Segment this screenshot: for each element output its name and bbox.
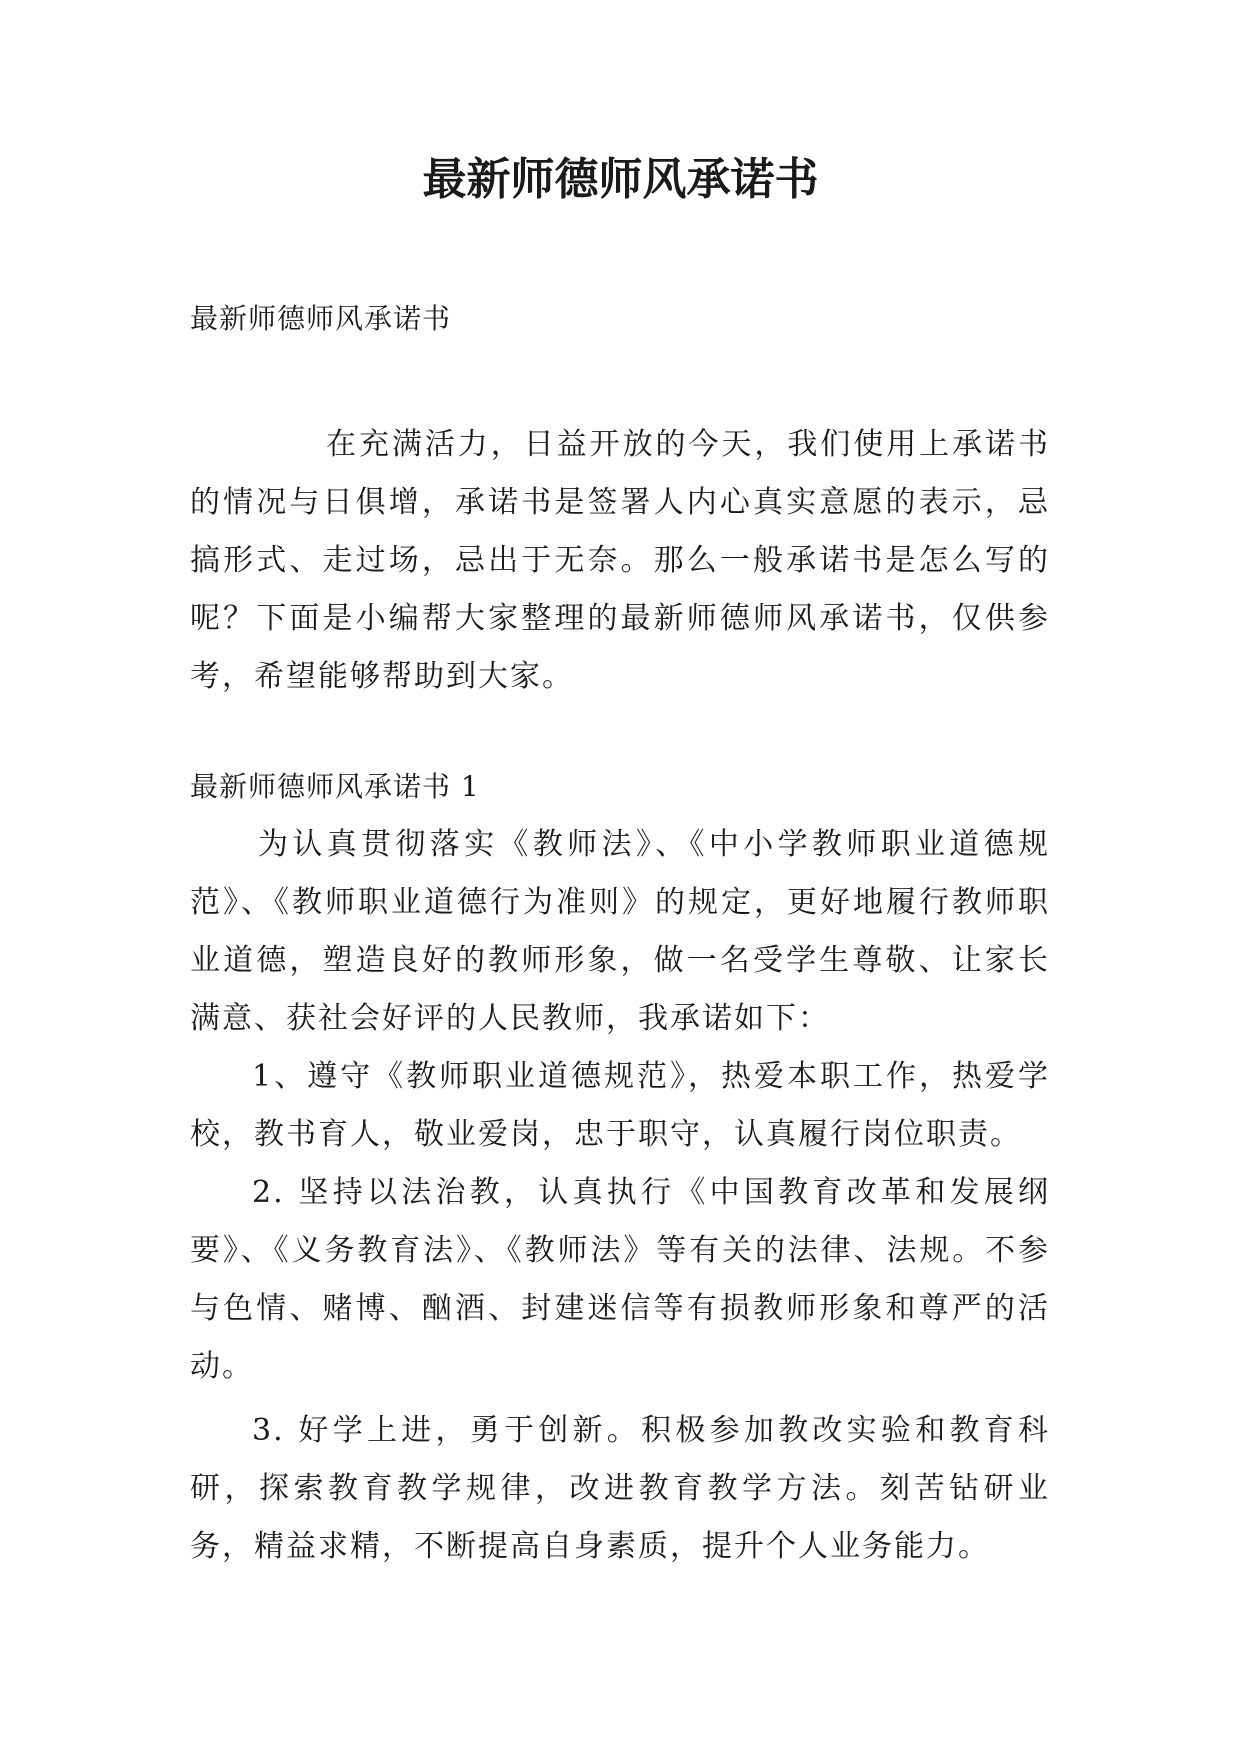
intro-paragraph: 在充满活力，日益开放的今天，我们使用上承诺书的情况与日俱增，承诺书是签署人内心真实意愿的表示，忌搞形式、走过场，忌出于无奈。那么一般承诺书是怎么写的呢？下面是小编帮大家整理的最新师德师风承诺书，仅供参考，希望能够帮助到大家。 bbox=[190, 427, 1050, 694]
document-body bbox=[190, 290, 1050, 1576]
commitment-item-1: 1、遵守《教师职业道德规范》，热爱本职工作，热爱学校，教书育人，敬业爱岗，忠于职守，认真履行岗位职责。 bbox=[190, 1059, 1050, 1152]
section-intro-paragraph: 为认真贯彻落实《教师法》、《中小学教师职业道德规范》、《教师职业道德行为准则》的规定，更好地履行教师职业道德，塑造良好的教师形象，做一名受学生尊敬、让家长满意、获社会好评的人民教师，我承诺如下： bbox=[190, 827, 1050, 1036]
document-subtitle: 最新师德师风承诺书 bbox=[190, 302, 452, 335]
spacer bbox=[190, 706, 1050, 758]
document-title: 最新师德师风承诺书 bbox=[422, 154, 819, 205]
commitment-item-3: 3. 好学上进，勇于创新。积极参加教改实验和教育科研，探索教育教学规律，改进教育教学方法。刻苦钻研业务，精益求精，不断提高自身素质，提升个人业务能力。 bbox=[190, 1413, 1050, 1564]
commitment-item-2: 2. 坚持以法治教，认真执行《中国教育改革和发展纲要》、《义务教育法》、《教师法》等有关的法律、法规。不参与色情、赌博、酗酒、封建迷信等有损教师形象和尊严的活动。 bbox=[190, 1175, 1050, 1384]
spacer bbox=[190, 348, 1050, 416]
section-heading: 最新师德师风承诺书 1 bbox=[190, 770, 480, 803]
